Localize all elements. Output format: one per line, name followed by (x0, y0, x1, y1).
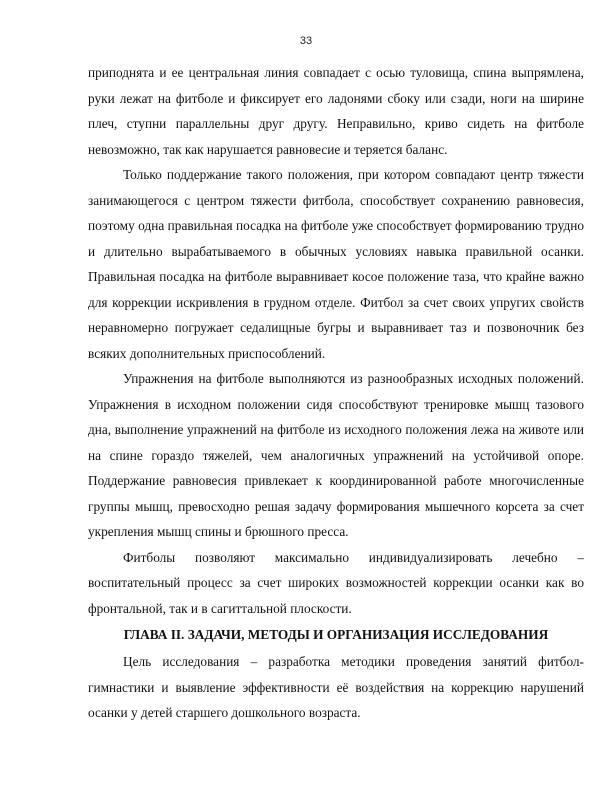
paragraph-individualization: Фитболы позволяют максимально индивидуализировать лечебно – воспитательный процесс за счет широких возможностей коррекции осанки как во фронтальной, так и в сагиттальной плоскости. (88, 549, 584, 616)
chapter-heading: ГЛАВА II. ЗАДАЧИ, МЕТОДЫ И ОРГАНИЗАЦИЯ ИССЛЕДОВАНИЯ (123, 627, 549, 642)
paragraph-balance: Только поддержание такого положения, при котором совпадают центр тяжести занимающегося с центром тяжести фитбола, способствует сохранению равновесия, поэтому одна правильная посадка на фитболе уже способствует формированию трудно и длительно вырабатываемого в обычных условиях навыка правильной осанки. Правильная посадка на фитболе выравнивает косое положение таза, что крайне важно для коррекции искривления в грудном отделе. Фитбол за счет своих упругих свойств неравномерно погружает седалищные бугры и выравнивает таз и позвоночник без всяких дополнительных приспособлений. (88, 167, 584, 361)
page-number: 33 (299, 35, 313, 47)
paragraph-research-goal: Цель исследования – разработка методики проведения занятий фитбол-гимнастики и выявление эффективности её воздействия на коррекцию нарушений осанки у детей старшего дошкольного возраста. (88, 654, 584, 720)
paragraph-continued: приподнята и ее центральная линия совпадает с осью туловища, спина выпрямлена, руки лежат на фитболе и фиксирует его ладонями сбоку или сзади, ноги на ширине плеч, ступни параллельны друг другу. Неправильно, криво сидеть на фитболе невозможно, так как нарушается равновесие и теряется баланс. (88, 65, 584, 157)
paragraph-exercises: Упражнения на фитболе выполняются из разнообразных исходных положений. Упражнения в исходном положении сидя способствуют тренировке мышц тазового дна, выполнение упражнений на фитболе из исходного положения лежа на животе или на спине гораздо тяжелей, чем аналогичных упражнений на устойчивой опоре. Поддержание равновесия привлекает к координированной работе многочисленные группы мышц, превосходно решая задачу формирования мышечного корсета за счет укрепления мышц спины и брюшного пресса. (88, 371, 584, 539)
page-body (88, 60, 584, 726)
